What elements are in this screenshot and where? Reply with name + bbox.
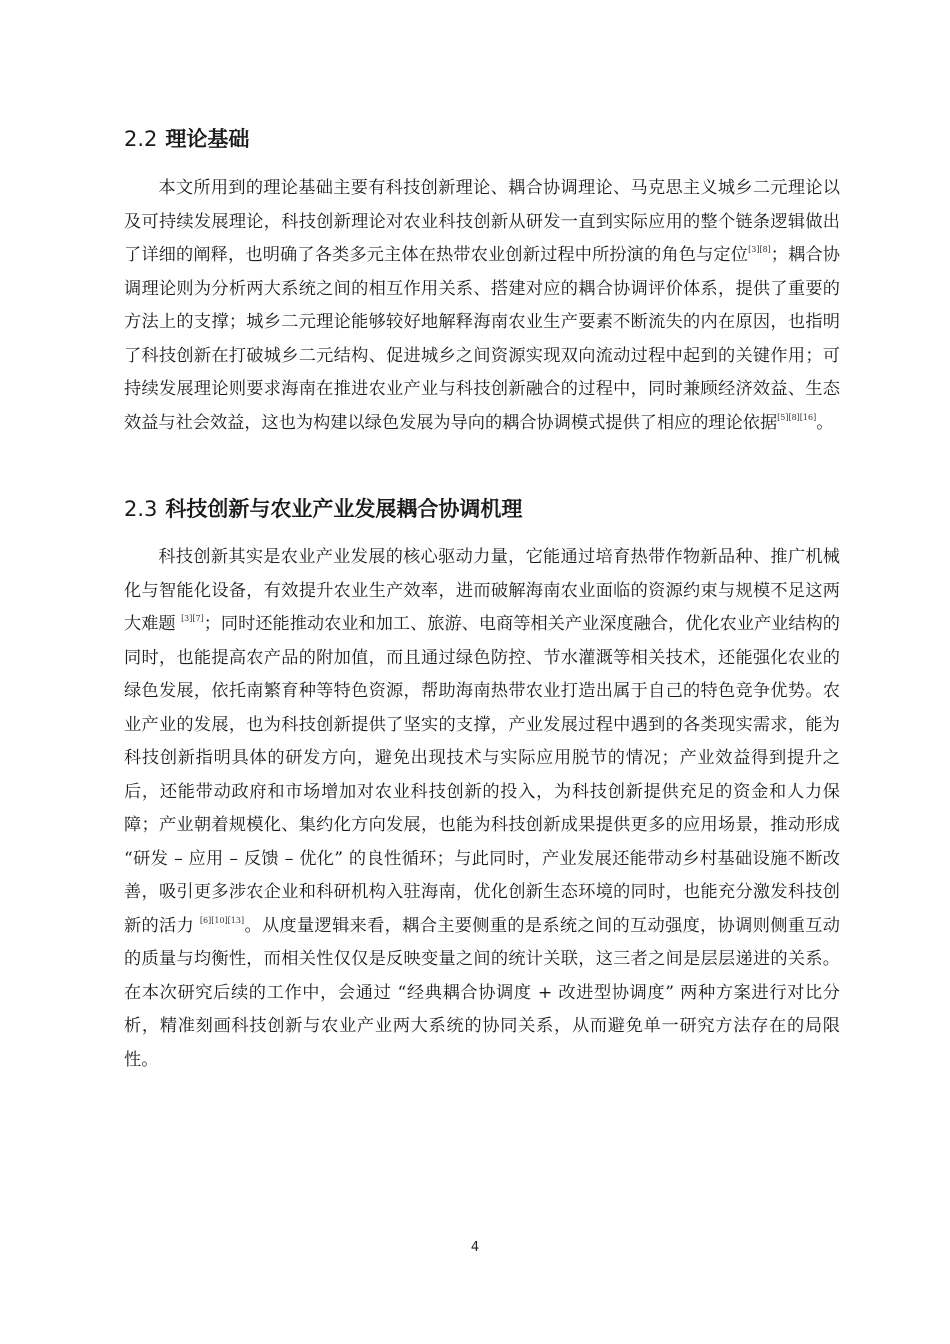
section-heading-2-2 [124, 124, 844, 154]
section-number: 2.3 [124, 497, 158, 521]
citation-ref: [6][10][13] [199, 915, 245, 925]
citation-ref: [3][7] [181, 614, 204, 623]
coupling-mechanism-paragraph [124, 541, 840, 1077]
theory-foundation-paragraph [124, 172, 840, 440]
paragraph-text: 。从度量逻辑来看，耦合主要侧重的是系统之间的互动强度，协调则侧重互动的质量与均衡性，而相关性仅仅是反映变量之间的统计关联，这三者之间是层层递进的关系。在本次研究后续的工作中，会通过 “经典耦合协调度 + 改进型协调度” 两种方案进行对比分析，精准刻画科技创新与农业产业两大系统的协同关系，从而避免单一研究方法存在的局限性。 [124, 915, 840, 1070]
section-title: 理论基础 [165, 127, 250, 151]
paragraph-text: 本文所用到的理论基础主要有科技创新理论、耦合协调理论、马克思主义城乡二元理论以及可持续发展理论，科技创新理论对农业科技创新从研发一直到实际应用的整个链条逻辑做出了详细的阐释，也明确了各类多元主体在热带农业创新过程中所扮演的角色与定位 [124, 178, 840, 265]
paragraph-text: ；耦合协调理论则为分析两大系统之间的相互作用关系、搭建对应的耦合协调评价体系，提供了重要的方法上的支撑；城乡二元理论能够较好地解释海南农业生产要素不断流失的内在原因，也指明了科技创新在打破城乡二元结构、促进城乡之间资源实现双向流动过程中起到的关键作用；可持续发展理论则要求海南在推进农业产业与科技创新融合的过程中，同时兼顾经济效益、生态效益与社会效益，这也为构建以绿色发展为导向的耦合协调模式提供了相应的理论依据 [124, 245, 840, 433]
paragraph-text: 科技创新其实是农业产业发展的核心驱动力量，它能通过培育热带作物新品种、推广机械化与智能化设备，有效提升农业生产效率，进而破解海南农业面临的资源约束与规模不足这两大难题 [124, 547, 840, 634]
page-number: 4 [470, 1240, 480, 1255]
paragraph-text: ；同时还能推动农业和加工、旅游、电商等相关产业深度融合，优化农业产业结构的同时，也能提高农产品的附加值，而且通过绿色防控、节水灌溉等相关技术，还能强化农业的绿色发展，依托南繁育种等特色资源，帮助海南热带农业打造出属于自己的特色竞争优势。农业产业的发展，也为科技创新提供了坚实的支撑，产业发展过程中遇到的各类现实需求，能为科技创新指明具体的研发方向，避免出现技术与实际应用脱节的情况；产业效益得到提升之后，还能带动政府和市场增加对农业科技创新的投入，为科技创新提供充足的资金和人力保障；产业朝着规模化、集约化方向发展，也能为科技创新成果提供更多的应用场景，推动形成 “研发 – 应用 – 反馈 – 优化” 的良性循环；与此同时，产业发展还能带动乡村基础设施不断改善，吸引更多涉农企业和科研机构入驻海南，优化创新生态环境的同时，也能充分激发科技创新的活力 [124, 614, 840, 936]
paragraph-text: 。 [816, 412, 834, 433]
section-heading-2-3 [124, 494, 844, 524]
citation-ref: [5][8][16] [777, 412, 817, 422]
section-number: 2.2 [124, 127, 158, 151]
section-title: 科技创新与农业产业发展耦合协调机理 [165, 497, 523, 521]
citation-ref: [3][8] [748, 245, 771, 254]
